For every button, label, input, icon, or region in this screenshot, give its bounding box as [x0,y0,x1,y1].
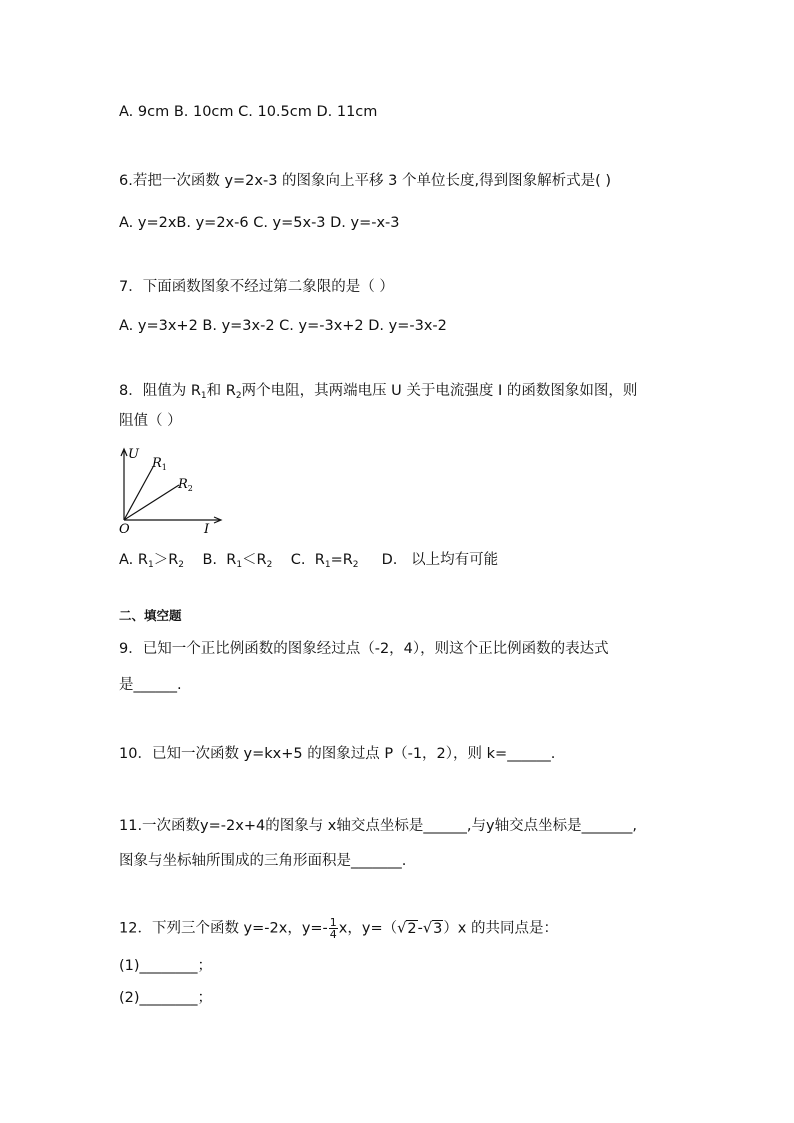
q6-stem: 6.若把一次函数 y=2x-3 的图象向上平移 3 个单位长度,得到图象解析式是( ) [119,173,612,189]
u-axis-label: U [128,447,139,462]
minus-sign: - [417,920,423,937]
q8-opt-text: C. R [272,552,325,568]
q6-options: A. y=2xB. y=2x-6 C. y=5x-3 D. y=-x-3 [119,215,400,231]
sqrt-radicand: 3 [433,920,443,937]
fraction-numerator: 1 [329,916,337,929]
r1-label [151,456,167,472]
q5-options: A. 9cm B. 10cm C. 10.5cm D. 11cm [119,104,378,120]
q8-option-b [184,552,272,568]
r2-label-sub: 2 [187,484,193,493]
section-title-fill-in: 二、填空题 [119,608,182,623]
r2-label [177,477,193,493]
q11-line1: 11.一次函数y=-2x+4的图象与 x轴交点坐标是______,与y轴交点坐标是_______, [119,818,637,834]
q10-text: 10．已知一次函数 y=kx+5 的图象过点 P（-1，2），则 k=______. [119,746,556,762]
q7-stem: 7．下面函数图象不经过第二象限的是（ ） [119,279,394,295]
q8-opt-sub: 2 [266,560,273,570]
q8-option-a [119,552,184,568]
q8-opt-sub: 1 [236,560,243,570]
q8-opt-rel: =R [330,552,353,568]
q8-opt-text: B. R [184,552,237,568]
r2-line [124,485,179,520]
q12-text: 12．下列三个函数 y=-2x，y=- [119,920,328,937]
q12-blank-1: (1)________； [119,958,213,974]
q8-opt-rel: ＞R [153,552,179,568]
q8-options [119,550,498,570]
q8-option-c [272,552,358,568]
q8-stem-sub: 1 [200,391,207,401]
q11-line2: 图象与坐标轴所围成的三角形面积是_______. [119,853,407,869]
q8-stem-sub: 2 [235,391,242,401]
r1-label-sub: 1 [161,463,167,472]
r2-label-main: R [178,477,188,492]
q12-stem [119,917,558,940]
q9-line1: 9．已知一个正比例函数的图象经过点（-2，4），则这个正比例函数的表达式 [119,641,609,657]
q8-opt-sub: 1 [147,560,154,570]
origin-label: O [119,522,130,537]
q8-opt-text: A. R [119,552,148,568]
q12-text: ）x 的共同点是： [443,920,559,937]
q8-stem-line2: 阻值（ ） [119,413,182,429]
q8-opt-sub: 2 [352,560,359,570]
q7-options: A. y=3x+2 B. y=3x-2 C. y=-3x+2 D. y=-3x-2 [119,318,447,334]
q12-fraction [329,917,338,940]
q8-stem [119,381,637,401]
q9-line2: 是______. [119,677,182,693]
q8-opt-sub: 1 [324,560,331,570]
q8-opt-rel: ＜R [242,552,267,568]
q8-stem-text: 和 R [206,383,236,399]
i-axis-label: I [204,522,210,537]
r1-line [124,467,153,520]
fraction-denominator: 4 [329,928,337,941]
sqrt-icon: √ [422,920,433,937]
q8-option-d: D. 以上均有可能 [358,552,499,568]
q8-stem-text: 两个电阻，其两端电压 U 关于电流强度 I 的函数图象如图，则 [241,383,638,399]
q12-blank-2: (2)________； [119,990,213,1006]
q12-text: x，y=（ [338,920,398,937]
sqrt-icon: √ [397,920,407,937]
sqrt-radicand: 2 [407,920,417,937]
q8-opt-sub: 2 [178,560,185,570]
r1-label-main: R [152,456,162,471]
q8-voltage-current-graph [113,443,233,538]
q8-stem-text: 8．阻值为 R [119,383,201,399]
